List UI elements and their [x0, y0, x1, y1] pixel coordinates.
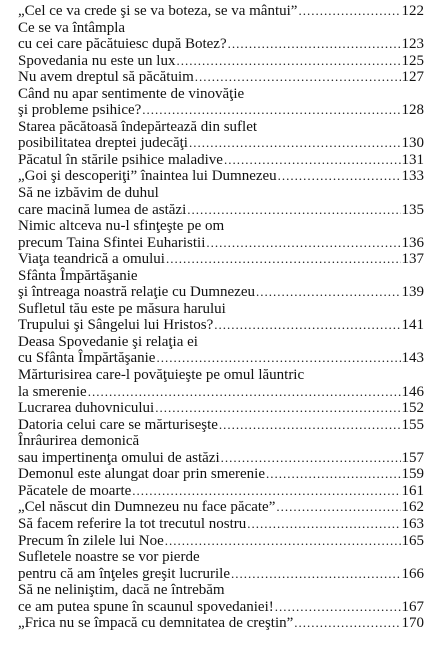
- toc-page-number: 139: [401, 284, 424, 301]
- toc-page-number: 143: [401, 350, 424, 367]
- toc-page-number: 165: [401, 532, 424, 549]
- toc-page-number: 131: [401, 151, 424, 168]
- toc-entry: [18, 433, 424, 466]
- toc-entry-title: Să facem referire la tot trecutul nostru: [18, 515, 247, 532]
- toc-entry: [18, 417, 424, 434]
- toc-entry-last-line: [18, 168, 424, 185]
- toc-page-number: 123: [401, 36, 424, 53]
- toc-entry: [18, 69, 424, 86]
- toc-entry-last-line: [18, 69, 424, 86]
- toc-page-number: 166: [401, 565, 424, 582]
- dot-leader: [221, 450, 401, 467]
- toc-page-number: 167: [401, 598, 424, 615]
- dot-leader: [156, 350, 400, 367]
- toc-entry-title: Precum în zilele lui Noe: [18, 532, 164, 549]
- dot-leader: [224, 152, 401, 169]
- toc-entry-last-line: [18, 599, 424, 616]
- toc-entry-line: [18, 218, 424, 235]
- toc-entry-last-line: [18, 53, 424, 70]
- toc-entry: [18, 3, 424, 20]
- dot-leader: [166, 251, 401, 268]
- toc-page-number: 135: [401, 201, 424, 218]
- toc-entry-title: „Cel născut din Dumnezeu nu face păcate”: [18, 499, 276, 516]
- toc-page-number: 127: [401, 69, 424, 86]
- toc-entry-title: Datoria celui care se mărturiseşte: [18, 416, 218, 433]
- toc-entry-last-line: [18, 417, 424, 434]
- toc-entry-title: Deasa Spovedanie şi relaţia ei: [18, 333, 198, 350]
- toc-entry-line: [18, 20, 424, 37]
- toc-page-number: 130: [401, 135, 424, 152]
- toc-entry-line: [18, 549, 424, 566]
- toc-entry: [18, 367, 424, 400]
- toc-entry-title: „Goi şi descoperiţi” înaintea lui Dumnezeu: [18, 168, 277, 185]
- toc-entry-title: „Cel ce va crede şi se va boteza, se va mântui”: [18, 3, 298, 19]
- toc-entry-title: „Frica nu se împacă cu demnitatea de creştin”: [18, 615, 294, 632]
- toc-entry-last-line: [18, 384, 424, 401]
- toc-entry-last-line: [18, 36, 424, 53]
- toc-entry-title: Trupului şi Sângelui lui Hristos?: [18, 317, 214, 334]
- dot-leader: [88, 384, 401, 401]
- toc-entry-title: precum Taina Sfintei Euharistii: [18, 234, 206, 251]
- toc-entry-line: [18, 86, 424, 103]
- dot-leader: [219, 417, 401, 434]
- toc-entry: [18, 549, 424, 582]
- toc-entry: [18, 483, 424, 500]
- toc-entry-last-line: [18, 615, 424, 632]
- dot-leader: [155, 400, 400, 417]
- toc-entry-title: cu Sfânta Împărtăşanie: [18, 350, 156, 367]
- toc-entry-last-line: [18, 516, 424, 533]
- toc-entry-title: Nimic altceva nu-l sfinţeşte pe om: [18, 218, 225, 235]
- toc-entry-title: şi întreaga noastră relaţie cu Dumnezeu: [18, 284, 255, 301]
- toc-page-number: 155: [401, 416, 424, 433]
- toc-entry: [18, 86, 424, 119]
- toc-entry-last-line: [18, 450, 424, 467]
- toc-entry: [18, 334, 424, 367]
- toc-entry: [18, 218, 424, 251]
- toc-entry-last-line: [18, 483, 424, 500]
- toc-entry-last-line: [18, 135, 424, 152]
- dot-leader: [187, 202, 400, 219]
- toc-page-number: 125: [401, 52, 424, 69]
- dot-leader: [276, 499, 400, 516]
- toc-entry-line: [18, 119, 424, 136]
- toc-entry-title: posibilitatea dreptei judecăţi: [18, 135, 188, 152]
- toc-entry-title: Demonul este alungat doar prin smerenie: [18, 466, 266, 483]
- toc-entry-title: sau impertinenţa omului de astăzi: [18, 449, 220, 466]
- toc-entry-last-line: [18, 152, 424, 169]
- toc-page-number: 122: [401, 3, 424, 19]
- toc-entry-title: pentru că am înţeles greşit lucrurile: [18, 565, 230, 582]
- dot-leader: [165, 533, 401, 550]
- toc-entry: [18, 400, 424, 417]
- toc-entry: [18, 168, 424, 185]
- toc-entry: [18, 516, 424, 533]
- dot-leader: [294, 615, 400, 632]
- toc-entry-title: cu cei care păcătuiesc după Botez?: [18, 36, 227, 53]
- dot-leader: [278, 168, 401, 185]
- toc-page-number: 152: [401, 400, 424, 417]
- toc-entry-title: Să ne neliniştim, dacă ne întrebăm: [18, 582, 225, 599]
- toc-entry-last-line: [18, 235, 424, 252]
- toc-entry-last-line: [18, 533, 424, 550]
- toc-entry-line: [18, 582, 424, 599]
- toc-entry: [18, 466, 424, 483]
- toc-page-number: 136: [401, 234, 424, 251]
- toc-entry-last-line: [18, 566, 424, 583]
- dot-leader: [195, 69, 401, 86]
- dot-leader: [231, 566, 401, 583]
- toc-page-number: 133: [401, 168, 424, 185]
- toc-entry-title: Păcatele de moarte: [18, 482, 132, 499]
- toc-entry-line: [18, 268, 424, 285]
- toc-entry-last-line: [18, 466, 424, 483]
- toc-entry-title: Sufletul tău este pe măsura harului: [18, 300, 226, 317]
- toc-entry-title: Starea păcătoasă îndepărtează din suflet: [18, 118, 258, 135]
- toc-entry: [18, 615, 424, 632]
- toc-entry: [18, 268, 424, 301]
- toc-entry: [18, 533, 424, 550]
- toc-entry-title: Sfânta Împărtăşanie: [18, 267, 138, 284]
- dot-leader: [266, 466, 400, 483]
- toc-page-number: 161: [401, 482, 424, 499]
- toc-entry-last-line: [18, 251, 424, 268]
- toc-entry-last-line: [18, 102, 424, 119]
- toc-entry-title: Când nu apar sentimente de vinovăţie: [18, 85, 245, 102]
- toc-entry-title: ce am putea spune în scaunul spovedaniei!: [18, 598, 274, 615]
- toc-entry-title: Înrâurirea demonică: [18, 433, 140, 450]
- toc-page-number: 159: [401, 466, 424, 483]
- toc-entry-line: [18, 367, 424, 384]
- toc-page-number: 137: [401, 251, 424, 268]
- toc-entry-title: Spovedania nu este un lux: [18, 52, 176, 69]
- table-of-contents: [18, 3, 424, 632]
- dot-leader: [214, 317, 400, 334]
- toc-entry-title: şi probleme psihice?: [18, 102, 142, 119]
- toc-entry-line: [18, 334, 424, 351]
- toc-entry-last-line: [18, 3, 424, 20]
- dot-leader: [142, 102, 400, 119]
- toc-entry-last-line: [18, 400, 424, 417]
- toc-entry: [18, 499, 424, 516]
- dot-leader: [132, 483, 400, 500]
- toc-page-number: 170: [401, 615, 424, 632]
- toc-entry-title: Păcatul în stările psihice maladive: [18, 151, 223, 168]
- toc-page-number: 162: [401, 499, 424, 516]
- toc-entry-line: [18, 185, 424, 202]
- toc-entry-title: Nu avem dreptul să păcătuim: [18, 69, 194, 86]
- dot-leader: [298, 3, 400, 20]
- toc-entry: [18, 152, 424, 169]
- dot-leader: [275, 599, 401, 616]
- toc-entry-last-line: [18, 317, 424, 334]
- toc-page-number: 128: [401, 102, 424, 119]
- toc-entry-title: Mărturisirea care-l povăţuieşte pe omul lăuntric: [18, 367, 305, 384]
- toc-page-number: 163: [401, 515, 424, 532]
- toc-entry-last-line: [18, 202, 424, 219]
- toc-entry-title: care macină lumea de astăzi: [18, 201, 187, 218]
- toc-entry-title: Să ne izbăvim de duhul: [18, 185, 159, 202]
- toc-entry: [18, 119, 424, 152]
- toc-entry: [18, 301, 424, 334]
- toc-entry: [18, 185, 424, 218]
- dot-leader: [256, 284, 401, 301]
- toc-entry: [18, 251, 424, 268]
- toc-page-number: 157: [401, 449, 424, 466]
- toc-entry-title: Sufletele noastre se vor pierde: [18, 549, 200, 566]
- toc-entry-line: [18, 301, 424, 318]
- toc-entry-line: [18, 433, 424, 450]
- toc-entry-title: Ce se va întâmpla: [18, 19, 126, 36]
- dot-leader: [228, 36, 401, 53]
- toc-entry-title: Viaţa teandrică a omului: [18, 251, 165, 268]
- toc-entry: [18, 53, 424, 70]
- toc-entry-last-line: [18, 284, 424, 301]
- toc-entry-last-line: [18, 350, 424, 367]
- dot-leader: [206, 235, 400, 252]
- toc-entry-title: Lucrarea duhovnicului: [18, 400, 155, 417]
- toc-entry: [18, 582, 424, 615]
- toc-page-number: 141: [401, 317, 424, 334]
- dot-leader: [176, 53, 400, 70]
- toc-entry-title: la smerenie: [18, 383, 87, 400]
- dot-leader: [247, 516, 400, 533]
- dot-leader: [189, 135, 401, 152]
- toc-entry: [18, 20, 424, 53]
- toc-entry-last-line: [18, 499, 424, 516]
- toc-page-number: 146: [401, 383, 424, 400]
